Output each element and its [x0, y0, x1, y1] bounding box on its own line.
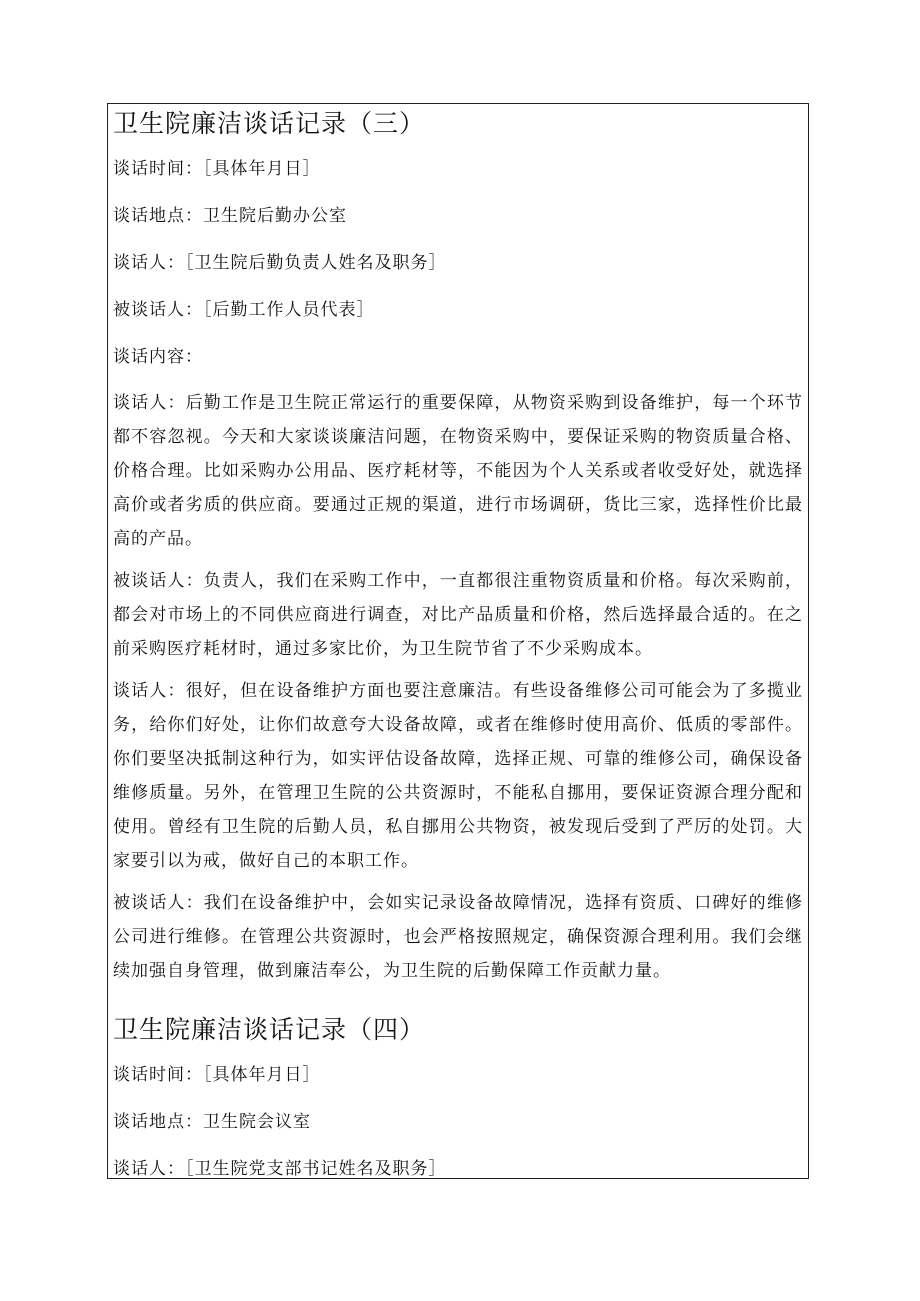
dialogue-paragraph: 谈话人：后勤工作是卫生院正常运行的重要保障，从物资采购到设备维护，每一个环节都不容忽视。今天和大家谈谈廉洁问题，在物资采购中，要保证采购的物资质量合格、价格合理。比如采购办公用品、医疗耗材等，不能因为个人关系或者收受好处，就选择高价或者劣质的供应商。要通过正规的渠道，进行市场调研，货比三家，选择性价比最高的产品。 [113, 393, 803, 549]
dialogue-paragraph: 被谈话人：负责人，我们在采购工作中，一直都很注重物资质量和价格。每次采购前，都会对市场上的不同供应商进行调查，对比产品质量和价格，然后选择最合适的。在之前采购医疗耗材时，通过多家比价，为卫生院节省了不少采购成本。 [113, 571, 803, 659]
document-content [113, 104, 803, 1179]
record-3-place: 谈话地点：卫生院后勤办公室 [113, 206, 347, 226]
record-4-speaker: 谈话人：［卫生院党支部书记姓名及职务］ [113, 1159, 447, 1179]
record-3-content-label: 谈话内容： [113, 347, 203, 367]
record-3-title: 卫生院廉洁谈话记录（三） [113, 109, 426, 138]
dialogue-paragraph: 谈话人：很好，但在设备维护方面也要注意廉洁。有些设备维修公司可能会为了多揽业务，给你们好处，让你们故意夸大设备故障，或者在维修时使用高价、低质的零部件。你们要坚决抵制这种行为，如实评估设备故障，选择正规、可靠的维修公司，确保设备维修质量。另外，在管理卫生院的公共资源时，不能私自挪用，要保证资源合理分配和使用。曾经有卫生院的后勤人员，私自挪用公共物资，被发现后受到了严厉的处罚。大家要引以为戒，做好自己的本职工作。 [113, 681, 803, 871]
record-4-place: 谈话地点：卫生院会议室 [113, 1112, 311, 1132]
record-3-listener: 被谈话人：［后勤工作人员代表］ [113, 300, 375, 320]
record-4-time: 谈话时间：［具体年月日］ [113, 1065, 321, 1085]
record-4-title: 卫生院廉洁谈话记录（四） [113, 1015, 426, 1044]
record-3-time: 谈话时间：［具体年月日］ [113, 159, 321, 179]
record-3-speaker: 谈话人：［卫生院后勤负责人姓名及职务］ [113, 253, 447, 273]
dialogue-paragraph: 被谈话人：我们在设备维护中，会如实记录设备故障情况，选择有资质、口碑好的维修公司进行维修。在管理公共资源时，也会严格按照规定，确保资源合理利用。我们会继续加强自身管理，做到廉洁奉公，为卫生院的后勤保障工作贡献力量。 [113, 893, 803, 981]
document-frame [107, 103, 809, 1179]
